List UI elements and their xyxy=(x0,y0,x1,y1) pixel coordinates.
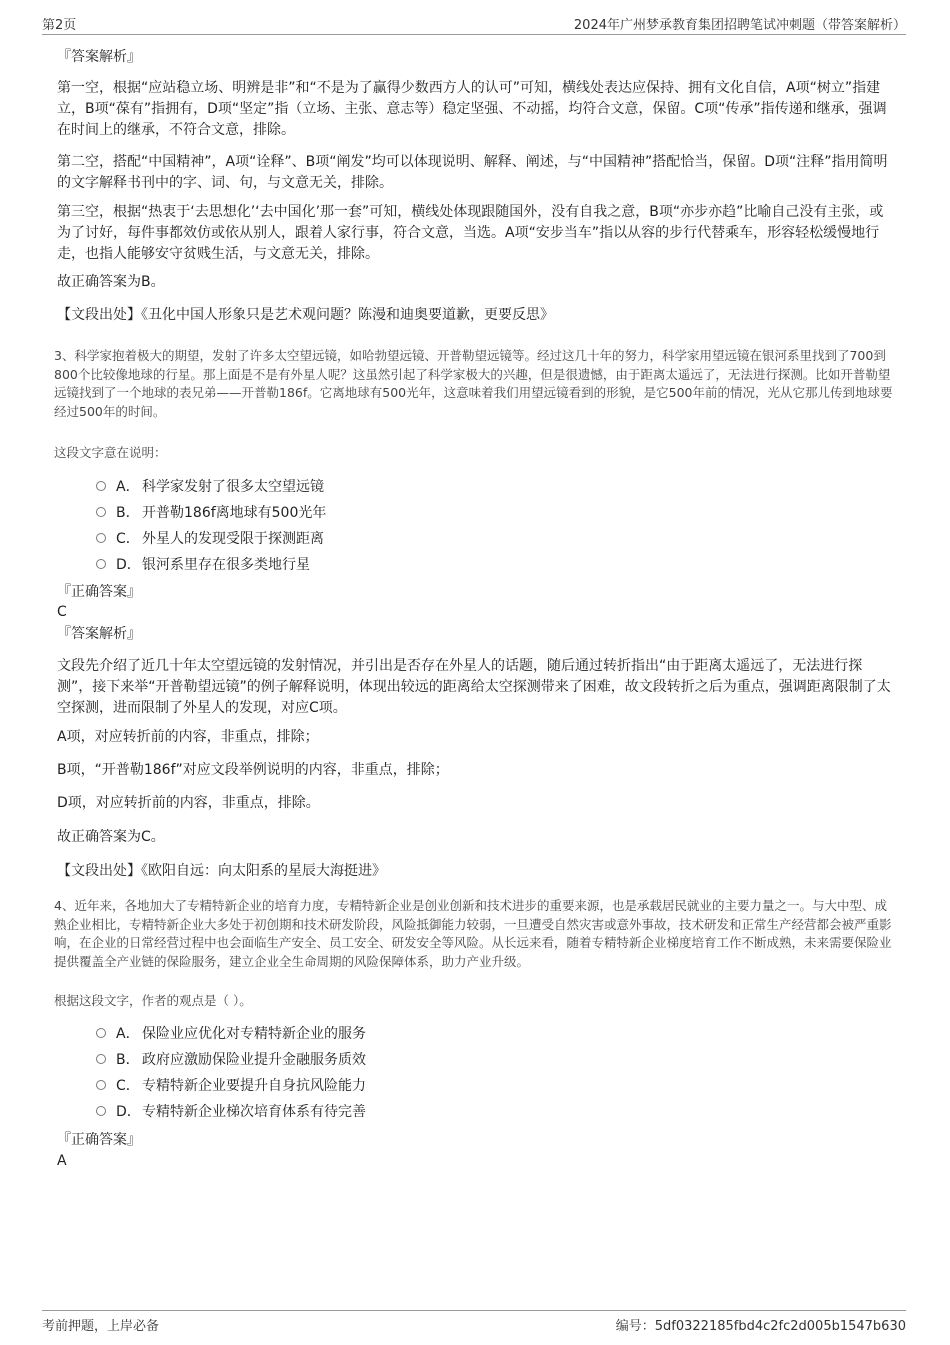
answer-label: 『正确答案』 xyxy=(57,1132,141,1148)
radio-icon[interactable] xyxy=(96,1028,106,1038)
page-footer xyxy=(42,1310,906,1334)
q3-prompt: 这段文字意在说明： xyxy=(54,445,167,460)
radio-icon[interactable] xyxy=(96,481,106,491)
q3-option-d[interactable]: D．银河系里存在很多类地行星 xyxy=(96,555,310,575)
q3-source: 【文段出处】《欧阳自远：向太阳系的星辰大海挺进》 xyxy=(57,863,386,879)
q4-stem: 4、近年来，各地加大了专精特新企业的培育力度，专精特新企业是创业创新和技术进步的重要来源，也是承载居民就业的主要力量之一。与大中型、成熟企业相比，专精特新企业大多处于初创期和技术研发阶段，风险抵御能力较弱，一旦遭受自然灾害或意外事故，技术研发和正常生产经营都会被严重影响，在企业的日常经营过程中也会面临生产安全、员工安全、研发安全等风险。从长远来看，随着专精特新企业梯度培育工作不断成熟，未来需要保险业提供覆盖全产业链的保险服务，建立企业全生命周期的风险保障体系，助力产业升级。 xyxy=(54,898,892,969)
q4-option-a[interactable]: A． 保险业应优化对专精特新企业的服务 xyxy=(96,1024,366,1044)
q2-conclusion: 故正确答案为B。 xyxy=(57,274,165,290)
q2-analysis-p2: 第二空，搭配“中国精神”，A项“诠释”、B项“阐发”均可以体现说明、解释、阐述，与“中国精神”搭配恰当，保留。D项“注释”指用简明的文字解释书刊中的字、词、句，与文意无关，排除。 xyxy=(57,154,888,191)
q4-option-b[interactable]: B． 政府应激励保险业提升金融服务质效 xyxy=(96,1050,366,1070)
footer-slogan: 考前押题，上岸必备 xyxy=(42,1319,160,1334)
radio-icon[interactable] xyxy=(96,533,106,543)
radio-icon[interactable] xyxy=(96,1080,106,1090)
q4-option-c[interactable]: C． 专精特新企业要提升自身抗风险能力 xyxy=(96,1076,366,1096)
radio-icon[interactable] xyxy=(96,559,106,569)
radio-icon[interactable] xyxy=(96,1054,106,1064)
q3-stem: 3、科学家抱着极大的期望，发射了许多太空望远镜，如哈勃望远镜、开普勒望远镜等。经过这几十年的努力，科学家用望远镜在银河系里找到了700到800个比较像地球的行星。那上面是不是有外星人呢？这虽然引起了科学家极大的兴趣，但是很遗憾，由于距离太遥远了，无法进行探测。比如开普勒望远镜找到了一个地球的表兄弟——开普勒186f。它离地球有500光年，这意味着我们用望远镜看到的形貌，是它500年前的情况，光从它那儿传到地球要经过500年的时间。 xyxy=(54,348,893,419)
q4-option-d[interactable]: D．专精特新企业梯次培育体系有待完善 xyxy=(96,1102,366,1122)
q3-conclusion: 故正确答案为C。 xyxy=(57,829,165,845)
answer-label: 『正确答案』 xyxy=(57,584,141,600)
analysis-label: 『答案解析』 xyxy=(57,49,141,65)
q3-analysis: 文段先介绍了近几十年太空望远镜的发射情况，并引出是否存在外星人的话题，随后通过转折指出“由于距离太遥远了，无法进行探测”，接下来举“开普勒望远镜”的例子解释说明，体现出较远的距离给太空探测带来了困难，故文段转折之后为重点，强调距离限制了太空探测，进而限制了外星人的发现，对应C项。 xyxy=(57,658,891,716)
q3-option-a[interactable]: A． 科学家发射了很多太空望远镜 xyxy=(96,477,324,497)
document-id: 编号：5df0322185fbd4c2fc2d005b1547b630 xyxy=(615,1319,906,1334)
q4-answer: A xyxy=(57,1153,67,1169)
page-header xyxy=(42,14,906,35)
q3-option-b[interactable]: B． 开普勒186f离地球有500光年 xyxy=(96,503,326,523)
q2-analysis-p3: 第三空，根据“热衷于‘去思想化’‘去中国化’那一套”可知，横线处体现跟随国外，没有自我之意，B项“亦步亦趋”比喻自己没有主张，或为了讨好，每件事都效仿或依从别人，跟着人家行事，符合文意，当选。A项“安步当车”指以从容的步行代替乘车，形容轻松缓慢地行走，也指人能够安守贫贱生活，与文意无关，排除。 xyxy=(57,204,884,262)
q3-option-c[interactable]: C． 外星人的发现受限于探测距离 xyxy=(96,529,324,549)
q3-note-d: D项，对应转折前的内容，非重点，排除。 xyxy=(57,795,320,811)
q3-note-b: B项，“开普勒186f”对应文段举例说明的内容，非重点，排除； xyxy=(57,762,449,778)
document-title: 2024年广州梦承教育集团招聘笔试冲刺题（带答案解析） xyxy=(573,18,906,33)
q4-prompt: 根据这段文字，作者的观点是（ ）。 xyxy=(54,993,252,1008)
radio-icon[interactable] xyxy=(96,1106,106,1116)
q2-analysis-p1: 第一空，根据“应站稳立场、明辨是非”和“不是为了赢得少数西方人的认可”可知，横线处表达应保持、拥有文化自信，A项“树立”指建立，B项“葆有”指拥有，D项“坚定”指（立场、主张、意志等）稳定坚强、不动摇，均符合文意，保留。C项“传承”指传递和继承，强调在时间上的继承，不符合文意，排除。 xyxy=(57,80,887,138)
page-number: 第2页 xyxy=(42,18,77,33)
q3-answer: C xyxy=(57,604,67,620)
analysis-label: 『答案解析』 xyxy=(57,626,141,642)
q3-note-a: A项，对应转折前的内容，非重点，排除； xyxy=(57,729,319,745)
radio-icon[interactable] xyxy=(96,507,106,517)
q2-source: 【文段出处】《丑化中国人形象只是艺术观问题？陈漫和迪奥要道歉，更要反思》 xyxy=(57,307,554,323)
